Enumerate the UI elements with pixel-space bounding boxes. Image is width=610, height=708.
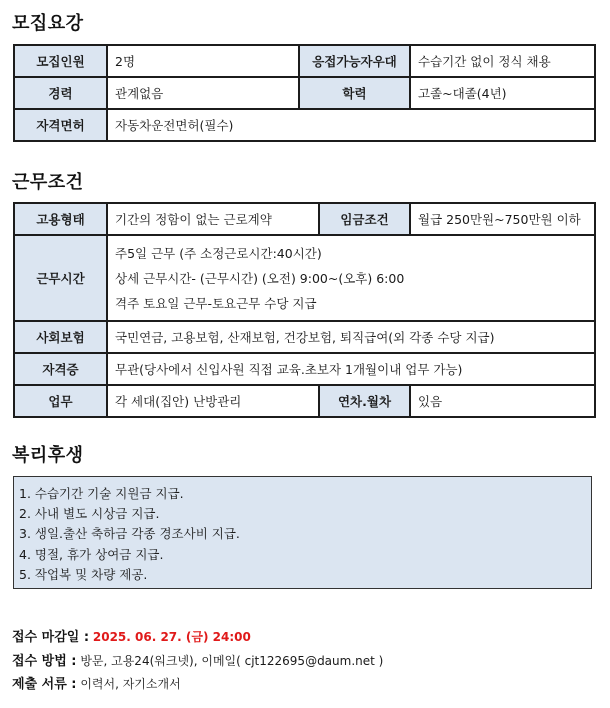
hours-line: 주5일 근무 (주 소정근로시간:40시간) bbox=[115, 245, 322, 261]
hours-line: 상세 근무시간- (근무시간) (오전) 9:00~(오후) 6:00 bbox=[115, 270, 405, 286]
duty-value: 각 세대(집안) 난방관리 bbox=[107, 385, 319, 417]
table-row bbox=[14, 203, 595, 235]
wage-value: 월급 250만원~750만원 이하 bbox=[410, 203, 595, 235]
docs-value: 이력서, 자기소개서 bbox=[80, 677, 181, 691]
cert-value: 무관(당사에서 신입사원 직접 교육.초보자 1개월이내 업무 가능) bbox=[107, 353, 595, 385]
cert-label: 자격증 bbox=[14, 353, 107, 385]
section-title-conditions: 근무조건 bbox=[12, 172, 84, 193]
deadline-line bbox=[12, 626, 251, 645]
hours-value bbox=[107, 235, 595, 321]
education-label: 학력 bbox=[299, 77, 410, 109]
conditions-table bbox=[13, 202, 596, 418]
hours-line: 격주 토요일 근무-토요근무 수당 지급 bbox=[115, 295, 317, 311]
wage-label: 임금조건 bbox=[319, 203, 410, 235]
employment-value: 기간의 정함이 없는 근로계약 bbox=[107, 203, 319, 235]
docs-line bbox=[12, 673, 181, 692]
list-item: 2. 사내 별도 시상금 지급. bbox=[19, 506, 160, 522]
headcount-label: 모집인원 bbox=[14, 45, 107, 77]
license-value: 자동차운전면허(필수) bbox=[107, 109, 595, 141]
welfare-list bbox=[19, 484, 591, 585]
deadline-label: 접수 마감일 : bbox=[12, 630, 90, 645]
table-row bbox=[14, 45, 595, 77]
recruit-table bbox=[13, 44, 596, 142]
headcount-value: 2명 bbox=[107, 45, 299, 77]
list-item: 3. 생일.출산 축하금 각종 경조사비 지급. bbox=[19, 526, 240, 542]
preference-value: 수습기간 없이 정식 채용 bbox=[410, 45, 595, 77]
career-value: 관계없음 bbox=[107, 77, 299, 109]
leave-label: 연차.월차 bbox=[319, 385, 410, 417]
career-label: 경력 bbox=[14, 77, 107, 109]
docs-label: 제출 서류 : bbox=[12, 677, 77, 692]
preference-label: 응접가능자우대 bbox=[299, 45, 410, 77]
table-row bbox=[14, 77, 595, 109]
duty-label: 업무 bbox=[14, 385, 107, 417]
deadline-value: 2025. 06. 27. (금) 24:00 bbox=[92, 630, 251, 644]
education-value: 고졸~대졸(4년) bbox=[410, 77, 595, 109]
list-item: 1. 수습기간 기술 지원금 지급. bbox=[19, 486, 184, 501]
license-label: 자격면허 bbox=[14, 109, 107, 141]
employment-label: 고용형태 bbox=[14, 203, 107, 235]
hours-label: 근무시간 bbox=[14, 235, 107, 321]
method-line bbox=[12, 650, 383, 669]
section-title-recruit: 모집요강 bbox=[12, 13, 84, 34]
table-row bbox=[14, 235, 595, 321]
method-label: 접수 방법 : bbox=[12, 654, 77, 669]
leave-value: 있음 bbox=[410, 385, 595, 417]
method-value: 방문, 고용24(워크넷), 이메일( cjt122695@daum.net ) bbox=[80, 654, 384, 668]
insurance-label: 사회보험 bbox=[14, 321, 107, 353]
insurance-value: 국민연금, 고용보험, 산재보험, 건강보험, 퇴직급여(외 각종 수당 지급) bbox=[107, 321, 595, 353]
section-title-welfare: 복리후생 bbox=[12, 445, 84, 466]
list-item: 4. 명절, 휴가 상여금 지급. bbox=[19, 546, 164, 562]
table-row bbox=[14, 109, 595, 141]
list-item: 5. 작업복 및 차량 제공. bbox=[19, 566, 148, 582]
welfare-box bbox=[13, 476, 592, 589]
table-row bbox=[14, 385, 595, 417]
table-row bbox=[14, 321, 595, 353]
table-row bbox=[14, 353, 595, 385]
